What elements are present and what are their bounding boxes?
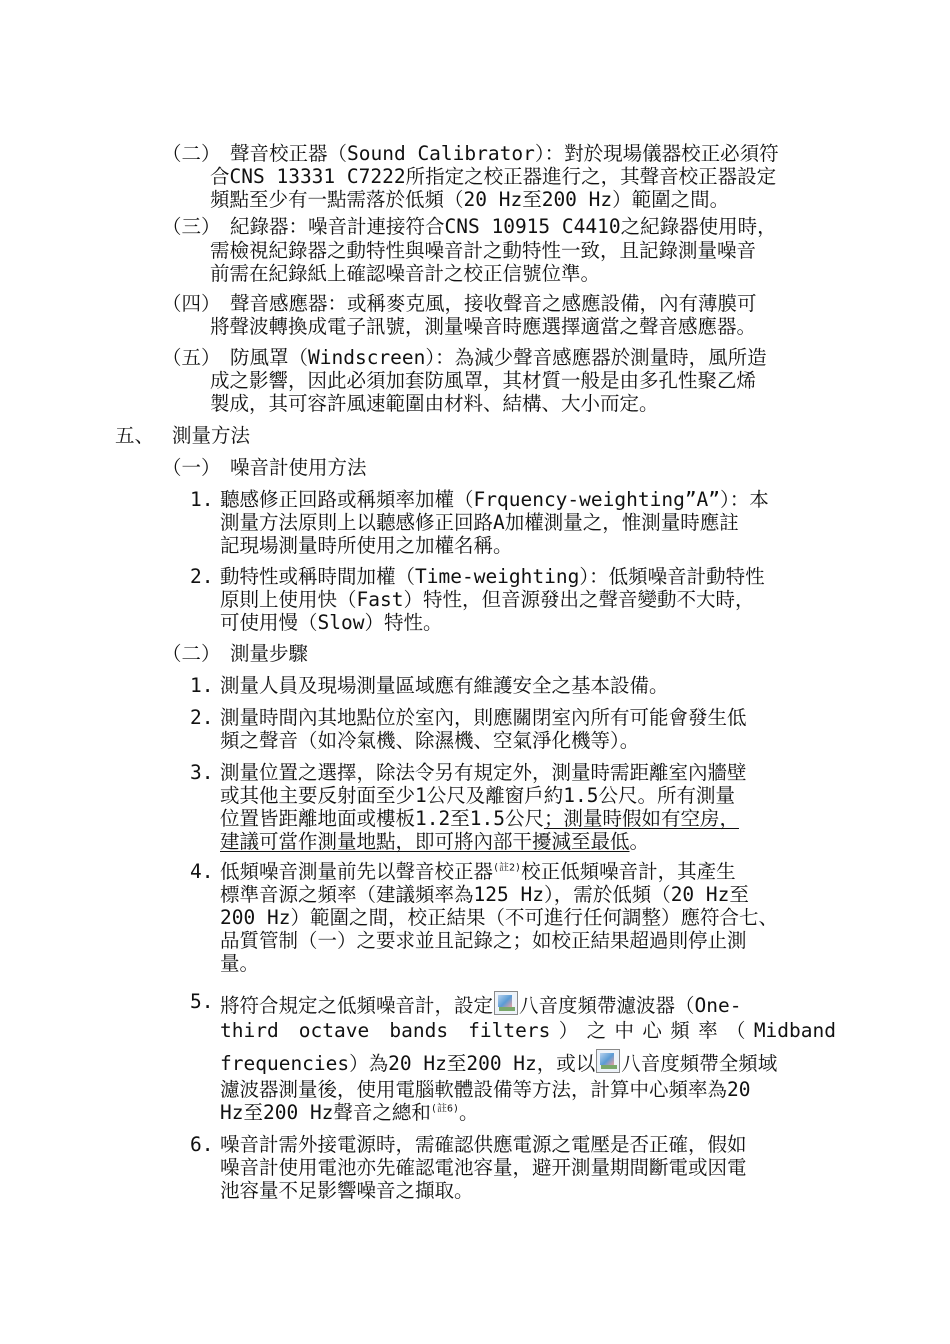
text-segment: 校正低頻噪音計，其產生	[521, 860, 736, 883]
text-line: 製成，其可容許風速範圍由材料、結構、大小而定。	[210, 392, 659, 415]
text-line: 前需在紀錄紙上確認噪音計之校正信號位準。	[210, 262, 601, 285]
text-line: 200 Hz）範圍之間，校正結果（不可進行任何調整）應符合七、	[220, 906, 778, 929]
section-marker: （四）	[162, 292, 221, 315]
text-segment: frequencies）為20 Hz至200 Hz，或以	[220, 1052, 596, 1075]
text-segment: 。	[629, 830, 650, 853]
section-marker: （二）	[162, 642, 221, 665]
text-line: 池容量不足影響噪音之擷取。	[220, 1179, 474, 1202]
text-line: 量。	[220, 952, 260, 975]
text-segment: 。	[458, 1101, 479, 1124]
text-line: 可使用慢（Slow）特性。	[220, 611, 443, 634]
text-line: 需檢視紀錄器之動特性與噪音計之動特性一致，且記錄測量噪音	[210, 239, 757, 262]
section-marker: （二）	[162, 142, 221, 165]
text-line: 聲音校正器（Sound Calibrator）：對於現場儀器校正必須符	[230, 142, 779, 165]
item-number: 5.	[190, 990, 214, 1013]
text-line	[220, 831, 649, 853]
text-line	[220, 808, 739, 830]
text-segment: 位置皆距離地面或樓板1.2至1.5公尺	[220, 807, 544, 830]
item-number: 6.	[190, 1133, 214, 1156]
chapter-marker: 五、	[115, 424, 155, 447]
item-number: 2.	[190, 706, 214, 729]
item-number: 3.	[190, 761, 214, 784]
section-marker: （一）	[162, 456, 221, 479]
text-line: 頻之聲音（如冷氣機、除濕機、空氣淨化機等）。	[220, 729, 640, 752]
footnote-ref: (註6)	[430, 1103, 459, 1115]
text-line: 防風罩（Windscreen）：為減少聲音感應器於測量時，風所造	[230, 346, 767, 369]
underlined-text: 建議可當作測量地點，即可將內部干擾減至最低	[220, 830, 630, 853]
broken-image-icon	[494, 991, 518, 1015]
text-line	[220, 991, 741, 1017]
item-number: 2.	[190, 565, 214, 588]
text-line: third octave bands filters）之中心頻率（Midband	[220, 1019, 836, 1042]
footnote-ref: (註2)	[493, 862, 522, 874]
underlined-text: ；測量時假如有空房，	[543, 807, 739, 830]
text-segment: 八音度頻帶濾波器（One-	[519, 994, 742, 1017]
item-number: 1.	[190, 674, 214, 697]
chapter-title: 測量方法	[172, 424, 251, 447]
text-segment: 將符合規定之低頻噪音計，設定	[220, 994, 494, 1017]
text-line: 測量方法原則上以聽感修正回路A加權測量之，惟測量時應註	[220, 511, 739, 534]
text-line: 品質管制（一）之要求並且記錄之；如校正結果超過則停止測	[220, 929, 747, 952]
text-line: 動特性或稱時間加權（Time-weighting）：低頻噪音計動特性	[220, 565, 765, 588]
text-line: 合CNS 13331 C7222所指定之校正器進行之，其聲音校正器設定	[210, 165, 777, 188]
text-line	[220, 1102, 479, 1124]
text-line: 將聲波轉換成電子訊號，測量噪音時應選擇適當之聲音感應器。	[210, 315, 757, 338]
text-line: 標準音源之頻率（建議頻率為125 Hz），需於低頻（20 Hz至	[220, 883, 749, 906]
text-line: 測量時間內其地點位於室內，則應關閉室內所有可能會發生低	[220, 706, 747, 729]
text-line: 測量位置之選擇，除法令另有規定外，測量時需距離室內牆壁	[220, 761, 747, 784]
section-marker: （三）	[162, 215, 221, 238]
broken-image-icon	[596, 1049, 620, 1073]
text-line: 聽感修正回路或稱頻率加權（Frquency-weighting”A”）：本	[220, 488, 769, 511]
text-line: 測量人員及現場測量區域應有維護安全之基本設備。	[220, 674, 669, 697]
text-segment: 八音度頻帶全頻域	[621, 1052, 778, 1075]
text-line: 記現場測量時所使用之加權名稱。	[220, 534, 513, 557]
text-line	[220, 1049, 777, 1075]
text-segment: Hz至200 Hz聲音之總和	[220, 1101, 431, 1124]
text-line: 或其他主要反射面至少1公尺及離窗戶約1.5公尺。所有測量	[220, 784, 735, 807]
item-number: 1.	[190, 488, 214, 511]
text-line: 濾波器測量後，使用電腦軟體設備等方法，計算中心頻率為20	[220, 1078, 751, 1101]
text-line: 頻點至少有一點需落於低頻（20 Hz至200 Hz）範圍之間。	[210, 188, 730, 211]
text-line	[220, 861, 736, 883]
section-title: 測量步驟	[230, 642, 309, 665]
text-line: 噪音計使用電池亦先確認電池容量，避开測量期間斷電或因電	[220, 1156, 747, 1179]
item-number: 4.	[190, 860, 214, 883]
text-line: 原則上使用快（Fast）特性，但音源發出之聲音變動不大時，	[220, 588, 755, 611]
text-line: 聲音感應器：或稱麥克風，接收聲音之感應設備，內有薄膜可	[230, 292, 757, 315]
text-line: 噪音計需外接電源時，需確認供應電源之電壓是否正確，假如	[220, 1133, 747, 1156]
text-line: 成之影響，因此必須加套防風罩，其材質一般是由多孔性聚乙烯	[210, 369, 757, 392]
section-title: 噪音計使用方法	[230, 456, 367, 479]
section-marker: （五）	[162, 346, 221, 369]
text-line: 紀錄器：噪音計連接符合CNS 10915 C4410之紀錄器使用時，	[230, 215, 777, 238]
text-segment: 低頻噪音測量前先以聲音校正器	[220, 860, 494, 883]
